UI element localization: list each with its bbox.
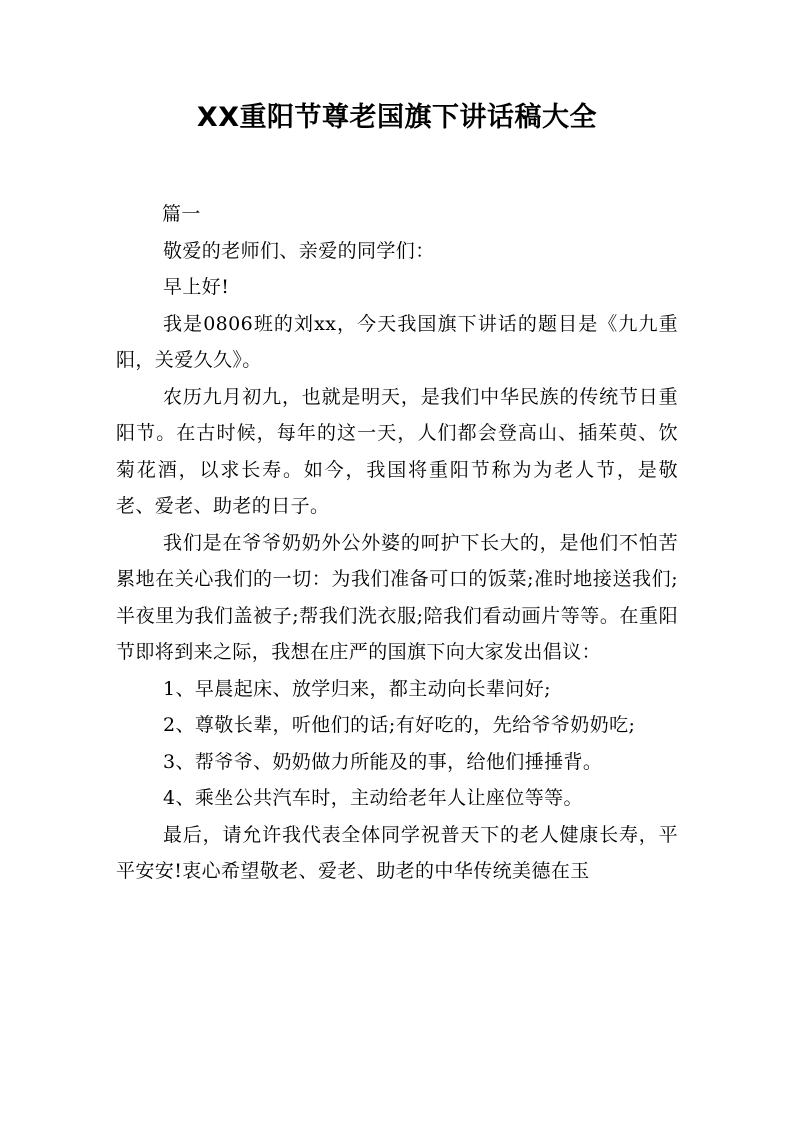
list-item-proposal-3: 3、帮爷爷、奶奶做力所能及的事，给他们捶捶背。 [163, 750, 603, 773]
paragraph-introduction: 我是0806班的刘xx，今天我国旗下讲话的题目是《九九重阳，关爱久久》。 [116, 312, 678, 371]
list-item-proposal-1: 1、早晨起床、放学归来，都主动向长辈问好; [163, 677, 551, 700]
paragraph-good-morning: 早上好! [163, 276, 230, 298]
paragraph-festival-background: 农历九月初九，也就是明天，是我们中华民族的传统节日重阳节。在古时候，每年的这一天，人们都会登高山、插茱萸、饮菊花酒，以求长寿。如今，我国将重阳节称为为老人节，是敬老、爱老、助老的日子。 [116, 385, 678, 517]
paragraph-closing: 最后，请允许我代表全体同学祝普天下的老人健康长寿，平平安安!衷心希望敬老、爱老、助老的中华传统美德在玉 [116, 823, 678, 882]
list-item-proposal-2: 2、尊敬长辈，听他们的话;有好吃的，先给爷爷奶奶吃; [163, 714, 636, 736]
list-item-proposal-4: 4、乘坐公共汽车时，主动给老年人让座位等等。 [163, 787, 583, 809]
document-title: XX重阳节尊老国旗下讲话稿大全 [196, 102, 598, 133]
paragraph-greeting: 敬爱的老师们、亲爱的同学们： [163, 239, 435, 262]
document-body [116, 196, 678, 890]
section-label: 篇一 [162, 203, 201, 225]
paragraph-grandparents-care: 我们是在爷爷奶奶外公外婆的呵护下长大的，是他们不怕苦累地在关心我们的一切：为我们准备可口的饭菜;准时地接送我们;半夜里为我们盖被子;帮我们洗衣服;陪我们看动画片等等。在重阳节即将到来之际，我想在庄严的国旗下向大家发出倡议： [116, 531, 678, 663]
